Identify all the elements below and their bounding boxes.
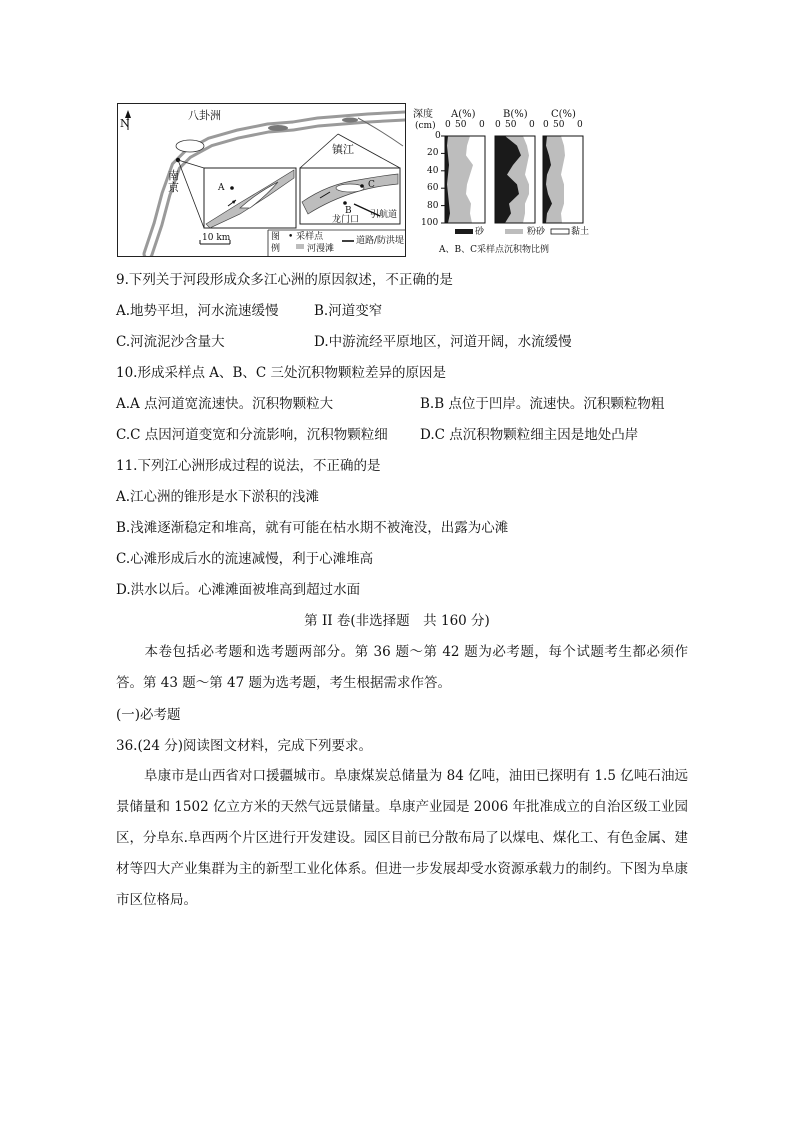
depth-tick-0: 0	[435, 131, 441, 141]
a-tick-0: 0	[445, 120, 451, 130]
col-b-label: B(%)	[503, 109, 528, 120]
b-tick-end: 0	[529, 120, 535, 130]
legend-clay-label: 黏土	[571, 227, 590, 237]
zhenjiang-label: 镇江	[332, 143, 354, 156]
scale-label: 10 km	[202, 233, 231, 243]
river-map	[117, 103, 406, 257]
q9-option-b: B.河道变窄	[314, 303, 383, 319]
legend-sand-label: 砂	[475, 227, 485, 237]
depth-tick-40: 40	[427, 166, 439, 176]
q10-option-a: A.A 点河道宽流速快。沉积物颗粒大	[116, 396, 334, 412]
bagua-label: 八卦洲	[188, 109, 221, 122]
yinhangdao-label: 引航道	[370, 210, 398, 220]
legend-road: 道路/防洪堤	[356, 236, 405, 246]
col-c-label: C(%)	[551, 109, 576, 120]
depth-unit: (cm)	[415, 121, 436, 131]
q9-option-a: A.地势平坦，河水流速缓慢	[116, 303, 279, 319]
legend-silt-swatch	[505, 229, 523, 234]
legend-floodplain: 河漫滩	[307, 244, 335, 254]
q36-material	[116, 761, 688, 916]
q9-option-c: C.河流泥沙含量大	[116, 334, 225, 350]
nanjing-label: 南京	[168, 169, 179, 194]
b-tick-50: 50	[505, 120, 517, 130]
legend-silt-label: 粉砂	[527, 227, 546, 237]
section-intro-text: 本卷包括必考题和选考题两部分。第 36 题～第 42 题为必考题，每个试题考生都必须作答。第 43 题～第 47 题为选考题，考生根据需求作答。	[116, 644, 688, 691]
q10-option-d: D.C 点沉积物颗粒细主因是地处凸岸	[420, 427, 639, 443]
q10-stem: 10.形成采样点 A、B、C 三处沉积物颗粒差异的原因是	[116, 365, 447, 381]
q36-stem: 36.(24 分)阅读图文材料，完成下列要求。	[116, 738, 372, 754]
col-a-label: A(%)	[451, 109, 476, 120]
q9-option-d: D.中游流经平原地区，河道开阔，水流缓慢	[314, 334, 572, 350]
depth-tick-20: 20	[427, 148, 439, 158]
legend-sample: • 采样点	[288, 232, 324, 242]
depth-tick-80: 80	[427, 201, 439, 211]
legend-title-1: 图	[271, 232, 281, 242]
required-heading: (一)必考题	[116, 707, 181, 723]
chart-caption: A、B、C采样点沉积物比例	[439, 245, 550, 255]
section-intro	[116, 637, 688, 699]
a-tick-end: 0	[479, 120, 485, 130]
depth-tick-60: 60	[427, 183, 439, 193]
q11-stem: 11.下列江心洲形成过程的说法，不正确的是	[116, 458, 381, 474]
river-map-drawing	[118, 104, 405, 256]
point-b-label: B	[345, 206, 352, 216]
c-tick-50: 50	[553, 120, 565, 130]
bagua-island	[176, 140, 204, 152]
depth-tick-100: 100	[421, 218, 439, 228]
q36-material-text: 阜康市是山西省对口援疆城市。阜康煤炭总储量为 84 亿吨，油田已探明有 1.5 亿吨石油远景储量和 1502 亿立方米的天然气远景储量。阜康产业园是 2006 年批准成立的自治区级工业园区，分阜东.阜西两个片区进行开发建设。园区目前已分散布局了以煤电、煤化工、有色金属、建材等四大产业集群为主的新型工业化体系。但进一步发展却受水资源承载力的制约。下图为阜康市区位格局。	[116, 768, 688, 908]
depth-label: 深度	[413, 109, 433, 120]
a-tick-50: 50	[455, 120, 467, 130]
north-label: N	[120, 117, 130, 130]
c-tick-0: 0	[543, 120, 549, 130]
longmenkou-label: 龙门口	[332, 215, 360, 225]
q9-stem: 9.下列关于河段形成众多江心洲的原因叙述，不正确的是	[116, 272, 453, 288]
section-title: 第 II 卷(非选择题 共 160 分)	[304, 613, 490, 629]
sediment-chart	[411, 103, 589, 263]
q11-option-b: B.浅滩逐渐稳定和堆高，就有可能在枯水期不被淹没，出露为心滩	[116, 520, 509, 536]
c-tick-end: 0	[577, 120, 583, 130]
legend-sand-swatch	[455, 229, 473, 234]
q11-option-a: A.江心洲的锥形是水下淤积的浅滩	[116, 489, 320, 505]
legend-clay-swatch	[551, 229, 569, 234]
point-a-label: A	[218, 183, 225, 193]
b-tick-0: 0	[495, 120, 501, 130]
point-c-label: C	[368, 180, 375, 190]
q11-option-c: C.心滩形成后水的流速减慢，利于心滩堆高	[116, 551, 374, 567]
q10-option-c: C.C 点因河道变宽和分流影响，沉积物颗粒细	[116, 427, 388, 443]
q11-option-d: D.洪水以后。心滩滩面被堆高到超过水面	[116, 582, 361, 598]
q10-option-b: B.B 点位于凹岸。流速快。沉积颗粒物粗	[420, 396, 665, 412]
legend-title-2: 例	[271, 244, 281, 254]
